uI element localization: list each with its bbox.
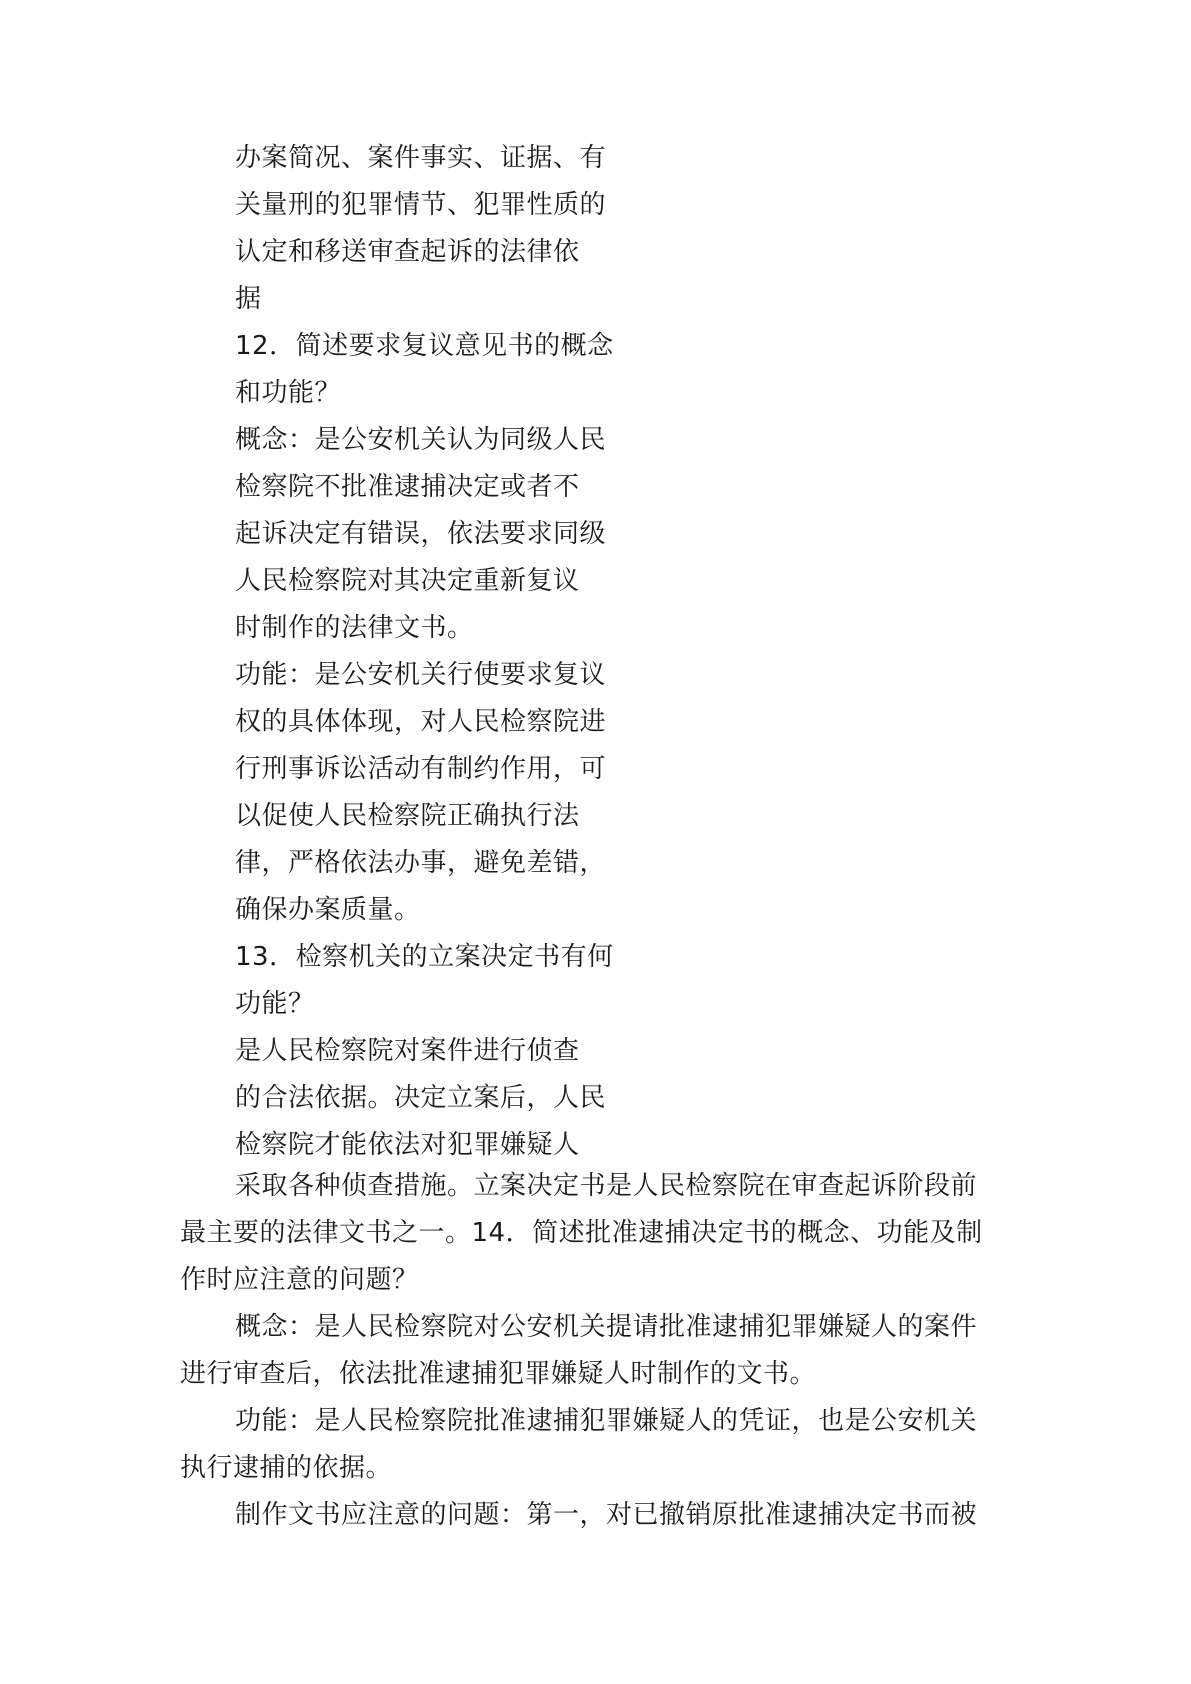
text-line: 是人民检察院对案件进行侦查 (235, 1036, 580, 1066)
text-line: 行刑事诉讼活动有制约作用，可 (235, 754, 607, 784)
text-line: 进行审查后，依法批准逮捕犯罪嫌疑人时制作的文书。 (180, 1359, 817, 1389)
text-line: 作时应注意的问题？ (180, 1265, 419, 1295)
text-line: 办案简况、案件事实、证据、有 (235, 143, 607, 173)
text-line: 时制作的法律文书。 (235, 613, 474, 643)
wide-column-text (180, 1163, 1020, 1539)
narrow-column-text (235, 135, 635, 1169)
text-line: 确保办案质量。 (235, 895, 421, 925)
text-line: 最主要的法律文书之一。14．简述批准逮捕决定书的概念、功能及制 (180, 1218, 983, 1248)
text-line: 人民检察院对其决定重新复议 (235, 566, 580, 596)
text-line: 认定和移送审查起诉的法律依 (235, 237, 580, 267)
text-line: 采取各种侦查措施。立案决定书是人民检察院在审查起诉阶段前 (235, 1171, 978, 1201)
text-line: 概念：是人民检察院对公安机关提请批准逮捕犯罪嫌疑人的案件 (235, 1312, 978, 1342)
text-line: 功能：是人民检察院批准逮捕犯罪嫌疑人的凭证，也是公安机关 (235, 1406, 978, 1436)
text-line: 制作文书应注意的问题：第一，对已撤销原批准逮捕决定书而被 (235, 1500, 978, 1530)
text-line: 的合法依据。决定立案后，人民 (235, 1083, 607, 1113)
text-line: 执行逮捕的依据。 (180, 1453, 393, 1483)
question-heading: 13．检察机关的立案决定书有何 (235, 942, 614, 972)
question-heading: 12．简述要求复议意见书的概念 (235, 331, 614, 361)
text-line: 以促使人民检察院正确执行法 (235, 801, 580, 831)
text-line: 律，严格依法办事，避免差错， (235, 848, 607, 878)
question-heading: 和功能？ (235, 378, 342, 408)
text-line: 功能：是公安机关行使要求复议 (235, 660, 607, 690)
text-line: 检察院不批准逮捕决定或者不 (235, 472, 580, 502)
question-heading: 功能？ (235, 989, 315, 1019)
text-line: 权的具体体现，对人民检察院进 (235, 707, 607, 737)
text-line: 关量刑的犯罪情节、犯罪性质的 (235, 190, 607, 220)
text-line: 据 (235, 284, 262, 314)
text-line: 起诉决定有错误，依法要求同级 (235, 519, 607, 549)
text-line: 检察院才能依法对犯罪嫌疑人 (235, 1130, 580, 1160)
text-line: 概念：是公安机关认为同级人民 (235, 425, 607, 455)
